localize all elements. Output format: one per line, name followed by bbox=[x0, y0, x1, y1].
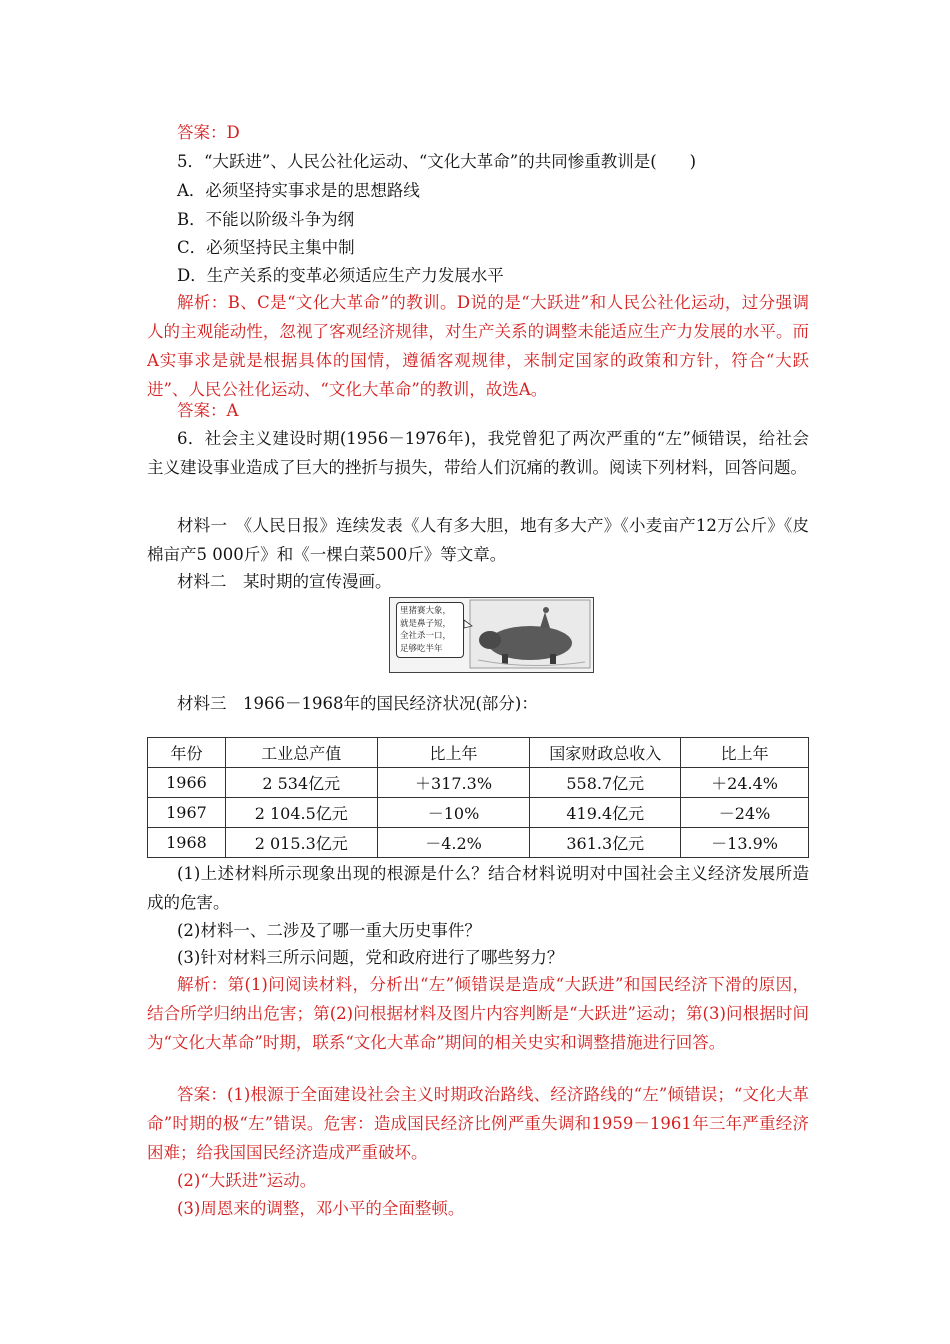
propaganda-cartoon bbox=[389, 597, 594, 673]
table-cell: 361.3亿元 bbox=[530, 828, 681, 858]
q6-stem: 6．社会主义建设时期(1956－1976年)，我党曾犯了两次严重的“左”倾错误，给社会主义建设事业造成了巨大的挫折与损失，带给人们沉痛的教训。阅读下列材料，回答问题。 bbox=[147, 429, 809, 477]
table-cell: ＋24.4% bbox=[681, 768, 809, 798]
material-1: 材料一 《人民日报》连续发表《人有多大胆，地有多大产》《小麦亩产12万公斤》《皮棉亩产5 000斤》和《一棵白菜500斤》等文章。 bbox=[147, 516, 809, 564]
q5-option-a: A．必须坚持实事求是的思想路线 bbox=[177, 181, 420, 200]
table-cell: 1968 bbox=[148, 828, 226, 858]
table-cell: －24% bbox=[681, 798, 809, 828]
table-cell: －10% bbox=[377, 798, 530, 828]
cartoon-line: 就是鼻子短， bbox=[400, 618, 452, 629]
sub-question-3: (3)针对材料三所示问题，党和政府进行了哪些努力？ bbox=[177, 948, 564, 967]
table-cell: 1967 bbox=[148, 798, 226, 828]
table-cell: －13.9% bbox=[681, 828, 809, 858]
header-cell: 工业总产值 bbox=[225, 738, 377, 768]
table-row bbox=[148, 828, 809, 858]
q6-answer-2: (2)“大跃进”运动。 bbox=[177, 1171, 317, 1190]
q5-option-d: D．生产关系的变革必须适应生产力发展水平 bbox=[177, 266, 504, 285]
table-row bbox=[148, 768, 809, 798]
table-header-row bbox=[148, 738, 809, 768]
table-cell: 2 104.5亿元 bbox=[225, 798, 377, 828]
material-2: 材料二 某时期的宣传漫画。 bbox=[177, 572, 392, 591]
sub-question-1: (1)上述材料所示现象出现的根源是什么？结合材料说明对中国社会主义经济发展所造成的危害。 bbox=[147, 864, 809, 912]
pig-drawing bbox=[390, 598, 593, 672]
table-cell: 419.4亿元 bbox=[530, 798, 681, 828]
cartoon-line: 足够吃半年 bbox=[400, 643, 443, 654]
q5-stem: 5．“大跃进”、人民公社化运动、“文化大革命”的共同惨重教训是( ) bbox=[177, 152, 697, 171]
table-cell: 1966 bbox=[148, 768, 226, 798]
table-cell: －4.2% bbox=[377, 828, 530, 858]
answer-d: 答案：D bbox=[177, 123, 240, 142]
cartoon-line: 里猪赛大象， bbox=[400, 606, 452, 616]
economy-table bbox=[147, 737, 809, 858]
q5-option-b: B．不能以阶级斗争为纲 bbox=[177, 210, 355, 229]
q6-answer-1: 答案：(1)根源于全面建设社会主义时期政治路线、经济路线的“左”倾错误；“文化大革命”时期的极“左”错误。危害：造成国民经济比例严重失调和1959－1961年三年严重经济困难；给我国国民经济造成严重破坏。 bbox=[147, 1085, 809, 1162]
q6-analysis: 解析：第(1)问阅读材料，分析出“左”倾错误是造成“大跃进”和国民经济下滑的原因，结合所学归纳出危害；第(2)问根据材料及图片内容判断是“大跃进”运动；第(3)问根据时间为“文化大革命”时期，联系“文化大革命”期间的相关史实和调整措施进行回答。 bbox=[147, 975, 809, 1052]
material-3: 材料三 1966－1968年的国民经济状况(部分)： bbox=[177, 694, 538, 713]
sub-question-2: (2)材料一、二涉及了哪一重大历史事件？ bbox=[177, 921, 481, 940]
table-cell: 558.7亿元 bbox=[530, 768, 681, 798]
table-cell: 2 534亿元 bbox=[225, 768, 377, 798]
header-cell: 年份 bbox=[148, 738, 226, 768]
table-cell: ＋317.3% bbox=[377, 768, 530, 798]
table-row bbox=[148, 798, 809, 828]
q5-analysis: 解析：B、C是“文化大革命”的教训。D说的是“大跃进”和人民公社化运动，过分强调人的主观能动性，忽视了客观经济规律，对生产关系的调整未能适应生产力发展的水平。而A实事求是就是根据具体的国情，遵循客观规律，来制定国家的政策和方针，符合“大跃进”、人民公社化运动、“文化大革命”的教训，故选A。 bbox=[147, 293, 809, 399]
q6-answer-3: (3)周恩来的调整，邓小平的全面整顿。 bbox=[177, 1199, 465, 1218]
table-cell: 2 015.3亿元 bbox=[225, 828, 377, 858]
header-cell: 国家财政总收入 bbox=[530, 738, 681, 768]
q5-option-c: C．必须坚持民主集中制 bbox=[177, 238, 355, 257]
header-cell: 比上年 bbox=[377, 738, 530, 768]
cartoon-line: 全社杀一口， bbox=[400, 631, 452, 641]
q5-answer: 答案：A bbox=[177, 401, 239, 420]
header-cell: 比上年 bbox=[681, 738, 809, 768]
